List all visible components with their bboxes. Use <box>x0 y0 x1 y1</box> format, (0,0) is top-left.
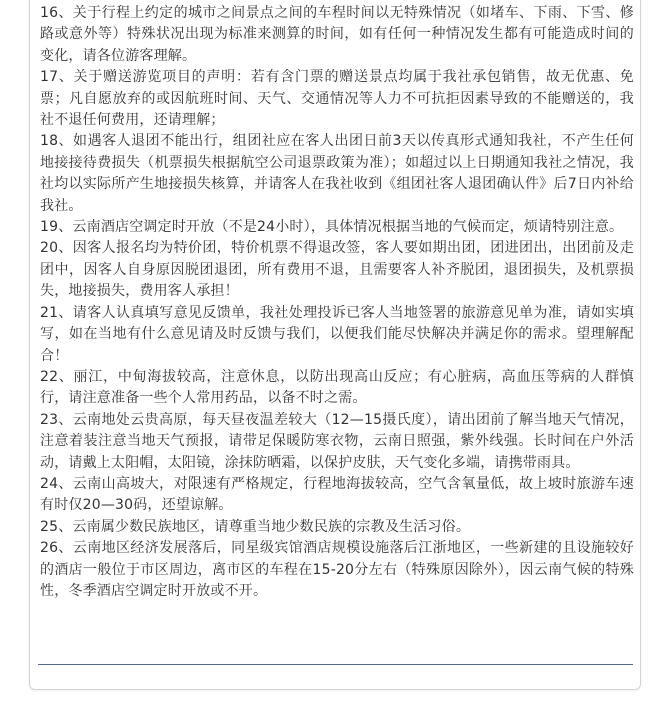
term-item-24: 24、云南山高坡大，对限速有严格规定，行程地海拔较高，空气含氧量低，故上坡时旅游车速有时仅20—30码，还望谅解。 <box>40 475 634 514</box>
term-item-16: 16、关于行程上约定的城市之间景点之间的车程时间以无特殊情况（如堵车、下雨、下雪、修路或意外等）特殊状况出现为标准来测算的时间，如有任何一种情况发生都有可能造成时间的变化，请各位游客理解。 <box>40 5 634 64</box>
terms-list <box>40 3 634 602</box>
notice-panel <box>29 0 641 690</box>
term-item-22: 22、丽江，中甸海拔较高，注意休息，以防出现高山反应；有心脏病，高血压等病的人群慎行，请注意准备一些个人常用药品，以备不时之需。 <box>40 368 634 407</box>
term-item-23: 23、云南地处云贵高原，每天昼夜温差较大（12—15摄氏度），请出团前了解当地天气情况，注意着装注意当地天气预报，请带足保暖防寒衣物，云南日照强，紫外线强。长时间在户外活动，请戴上太阳帽，太阳镜，涂抹防晒霜，以保护皮肤，天气变化多端，请携带雨具。 <box>40 411 634 471</box>
term-item-20: 20、因客人报名均为特价团，特价机票不得退改签，客人要如期出团，团进团出，出团前及走团中，因客人自身原因脱团退团，所有费用不退，且需要客人补齐脱团，退团损失，及机票损失，地接损失，费用客人承担！ <box>40 240 634 300</box>
term-item-18: 18、如遇客人退团不能出行，组团社应在客人出团日前3天以传真形式通知我社，不产生任何地接接待费损失（机票损失根据航空公司退票政策为准）；如超过以上日期通知我社之情况，我社均以实际所产生地接损失核算，并请客人在我社收到《组团社客人退团确认件》后7日内补给我社。 <box>40 133 634 214</box>
term-item-26: 26、云南地区经济发展落后，同星级宾馆酒店规模设施落后江浙地区，一些新建的且设施较好的酒店一般位于市区周边，离市区的车程在15-20分左右（特殊原因除外），因云南气候的特殊性，冬季酒店空调定时开放或不开。 <box>40 540 634 599</box>
term-item-19: 19、云南酒店空调定时开放（不是24小时），具体情况根据当地的气候而定，烦请特别注意。 <box>40 219 624 236</box>
term-item-25: 25、云南属少数民族地区，请尊重当地少数民族的宗教及生活习俗。 <box>40 518 471 535</box>
term-item-17: 17、关于赠送游览项目的声明：若有含门票的赠送景点均属于我社承包销售，故无优惠、免票；凡自愿放弃的或因航班时间、天气、交通情况等人力不可抗拒因素导致的不能赠送的，我社不退任何费用，还请理解； <box>40 69 634 129</box>
bottom-divider <box>38 664 633 665</box>
terms-section <box>40 3 634 602</box>
term-item-21: 21、请客人认真填写意见反馈单，我社处理投诉已客人当地签署的旅游意见单为准，请如实填写，如在当地有什么意见请及时反馈与我们，以便我们能尽快解决并满足你的需求。望理解配合！ <box>40 304 634 364</box>
